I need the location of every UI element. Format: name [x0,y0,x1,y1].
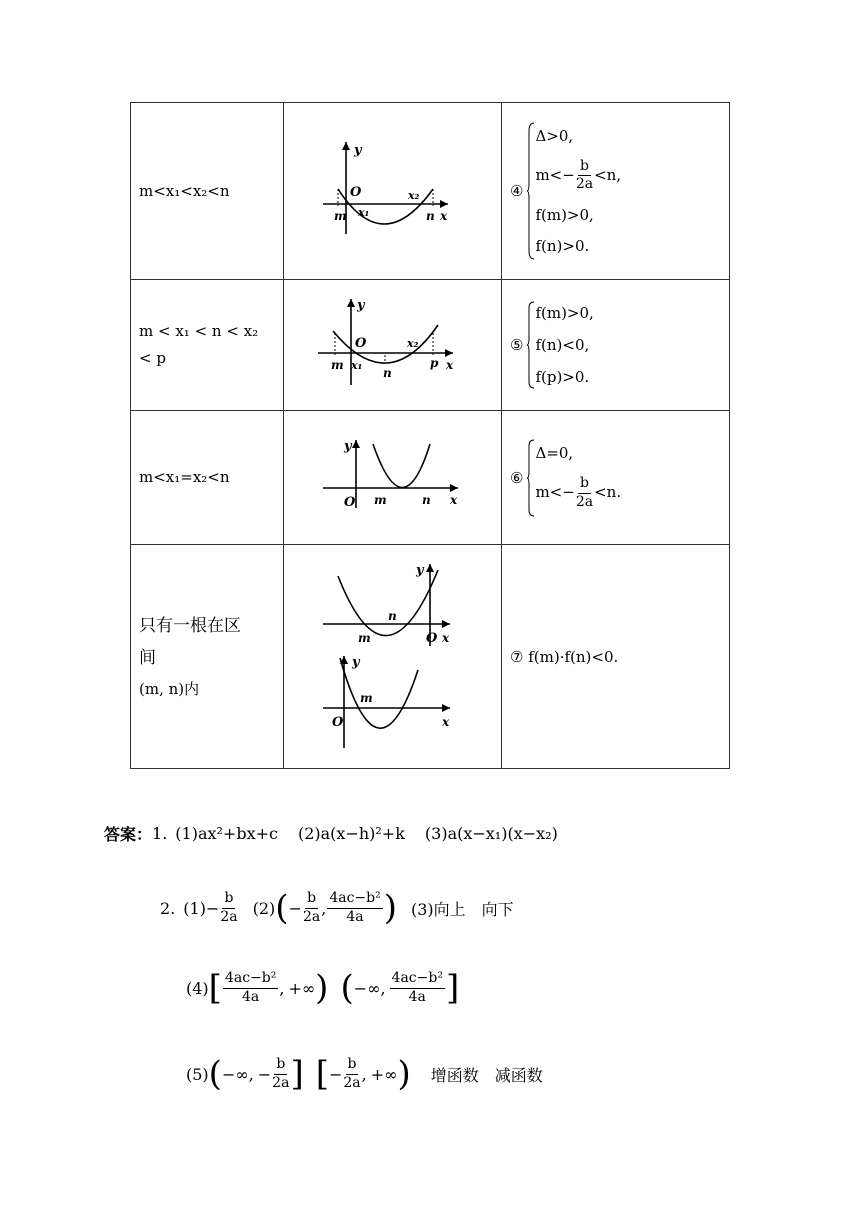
x-axis-label: x [439,209,447,223]
condition-lines [535,121,621,261]
line: f(n)>0. [535,236,590,255]
condition-cell [131,545,284,769]
n-label: n [387,608,397,623]
left-brace-icon [527,438,535,518]
answer-item: 增函数 减函数 [430,1065,543,1085]
answer-line-3: (4) [ $\frac{\text{4ac−b²}}{4a}$ , +∞ ) ( −∞ , $\frac{\text{4ac−b²}}{4a}$ ] [186,968,460,1008]
line: Δ>0, [535,127,574,146]
condition-text: 间 [139,648,156,669]
answer-item: (4) [186,978,209,998]
n-label: n [425,209,435,223]
formula-cell [502,545,730,769]
x1-label: x₁ [357,206,369,219]
circled-number: ⑥ [510,468,524,487]
answer-line-1 [104,822,558,845]
condition-text: m < x₁ < n < x₂ [139,322,259,340]
answer-number: 2. [160,898,176,918]
condition-text: (m, n)内 [139,679,200,698]
x2-label: x₂ [407,189,419,202]
table-row [131,411,730,545]
answer-line-2: 2. (1)− $\frac{b}{2a}$ (2) ( − $\frac{b}{2a}$ , $\frac{\text{4ac−b²}}{4a}$ ) (3)向上 向下 [160,888,514,928]
m-label: m [333,209,347,223]
line: Δ=0, [535,444,574,462]
answer-item: (3)a(x−x₁)(x−x₂) [424,824,558,843]
condition-text: < p [139,349,166,367]
condition-lines [535,297,593,393]
origin-label: O [425,630,437,646]
graph-cell [284,280,502,411]
line: f(m)>0, [535,304,594,322]
x2-label: x₂ [406,337,418,350]
table-row [131,103,730,280]
formula-cell [502,411,730,545]
x-axis-label: x [445,358,453,372]
graph-cell [284,545,502,769]
answer-item: (2)a(x−h)²+k [297,824,405,843]
x-axis-label: x [441,714,449,729]
n-label: n [421,492,431,507]
circled-number: ⑤ [510,336,524,354]
line: f(m)>0, [535,206,594,225]
formula-text: f(m)·f(n)<0. [528,647,619,666]
line: f(n)<0, [535,336,590,354]
parabola-graph [318,134,468,244]
condition-cell [131,280,284,411]
answer-item: (2) [252,898,276,918]
parabola-graph [313,293,473,393]
formula-cell [502,280,730,411]
formula-cell [502,103,730,280]
origin-label: O [343,494,355,510]
origin-label: O [354,336,366,351]
x-axis-label: x [441,630,449,645]
p-label: p [429,356,438,370]
circled-number: ⑦ [510,647,524,666]
y-axis-label: y [356,298,365,313]
parabola-graph [318,436,468,516]
line: m<− $\frac{b}{2a}$ <n, [535,157,622,193]
n-label: n [382,366,392,380]
answer-item: (5) [186,1064,209,1084]
graph-cell [284,411,502,545]
line: m<− $\frac{b}{2a}$ <n. [535,475,622,510]
table-row [131,280,730,411]
origin-label: O [331,714,343,730]
parabola-graph-top [318,558,468,648]
x-axis-label: x [449,492,457,507]
m-label: m [330,358,344,372]
y-axis-label: y [351,654,360,670]
answer-line-4: (5) ( −∞ , − $\frac{b}{2a}$ ] [ − $\frac{b}{2a}$ , +∞ ) 增函数 减函数 [186,1054,543,1094]
y-axis-label: y [353,143,362,158]
condition-cell [131,411,284,545]
condition-text: m<x₁<x₂<n [139,181,230,200]
conditions-table [130,102,730,769]
circled-number: ④ [510,182,524,200]
y-axis-label: y [343,438,352,454]
left-brace-icon [527,300,535,390]
condition-text: 只有一根在区 [139,615,241,636]
condition-lines [535,438,621,518]
origin-label: O [349,185,361,200]
table-row [131,545,730,769]
m-label: m [357,630,371,645]
condition-text: m<x₁=x₂<n [139,468,230,486]
m-label: m [359,690,373,705]
left-brace-icon [527,121,535,261]
graph-cell [284,103,502,280]
line: f(p)>0. [535,368,590,386]
answer-item: (1)ax²+bx+c [175,824,278,843]
answers-heading: 答案： [104,825,153,844]
x1-label: x₁ [350,359,362,372]
y-axis-label: y [415,562,424,578]
answer-item: (3)向上 向下 [410,899,514,919]
condition-cell [131,103,284,280]
answer-number: 1. [152,824,168,843]
parabola-graph-bottom [318,652,468,752]
answer-item: (1)− [183,898,220,918]
m-label: m [373,492,387,507]
